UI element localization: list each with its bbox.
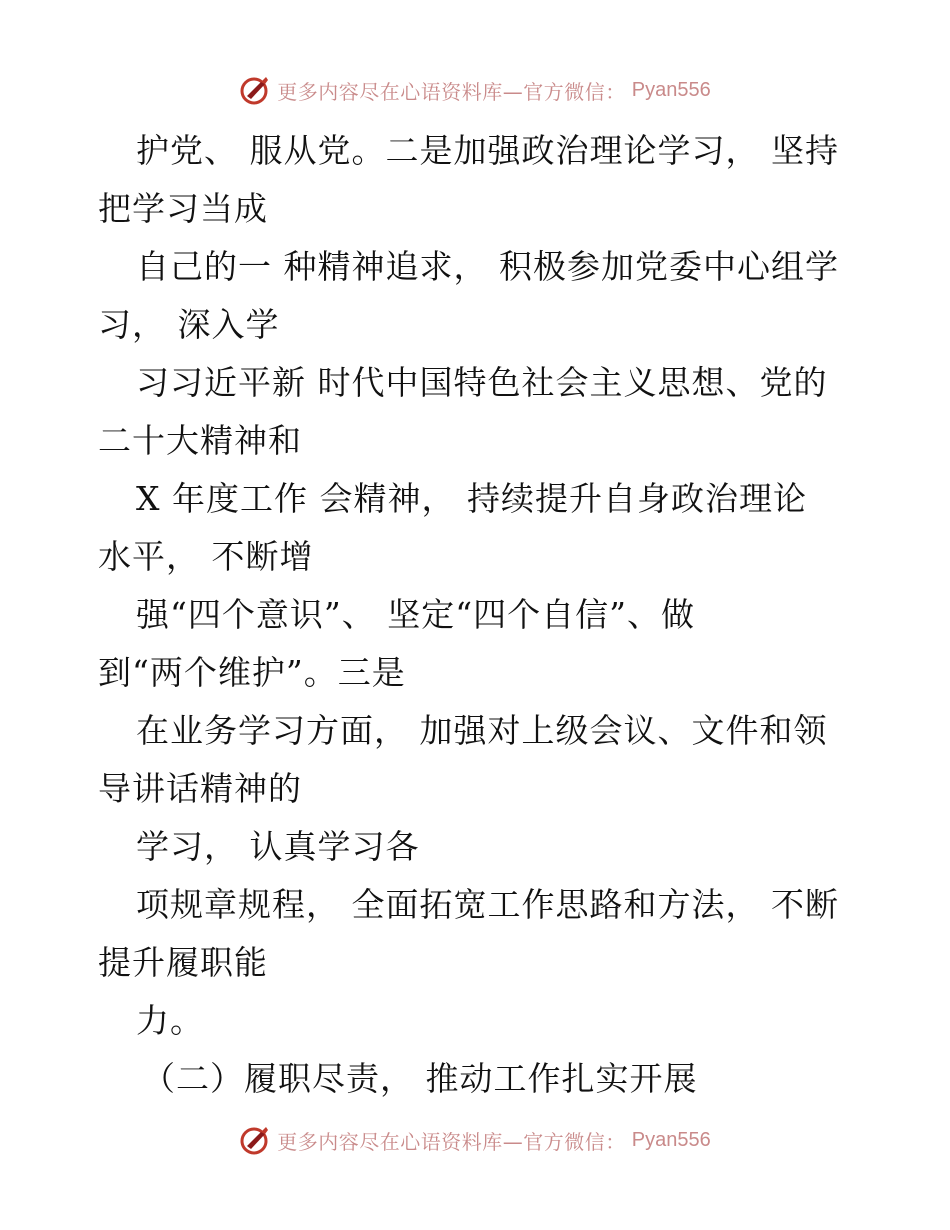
- watermark-header: [0, 74, 950, 106]
- paragraph-line: 在业务学习方面， 加强对上级会议、文件和领: [136, 711, 828, 750]
- watermark-wechat-id: Pyan556: [631, 1128, 711, 1151]
- paragraph-line: 习习近平新 时代中国特色社会主义思想、党的: [136, 363, 828, 402]
- paragraph-line: 强“四个意识”、 坚定“四个自信”、做: [136, 595, 695, 634]
- paragraph-line: 力。: [136, 1001, 204, 1040]
- paragraph-line: 提升履职能: [98, 943, 268, 982]
- section-heading: （二）履职尽责， 推动工作扎实开展: [142, 1059, 698, 1098]
- watermark-text: 更多内容尽在心语资料库—官方微信：: [277, 1129, 626, 1154]
- paragraph-line: 把学习当成: [98, 189, 268, 228]
- document-body: [98, 122, 858, 1050]
- pen-logo-icon: [239, 74, 271, 106]
- paragraph-line: 到“两个维护”。三是: [98, 653, 406, 692]
- watermark-wechat-id: Pyan556: [631, 78, 711, 101]
- paragraph-line: X 年度工作 会精神， 持续提升自身政治理论: [136, 479, 807, 518]
- paragraph-line: 自己的一 种精神追求， 积极参加党委中心组学: [136, 247, 839, 286]
- paragraph-line: 项规章规程， 全面拓宽工作思路和方法， 不断: [136, 885, 839, 924]
- paragraph-line: 二十大精神和: [98, 421, 302, 460]
- paragraph-line: 学习， 认真学习各: [136, 827, 420, 866]
- paragraph-line: 护党、 服从党。二是加强政治理论学习， 坚持: [136, 131, 839, 170]
- pen-logo-icon: [239, 1124, 271, 1156]
- watermark-text: 更多内容尽在心语资料库—官方微信：: [277, 79, 626, 104]
- watermark-footer: [0, 1124, 950, 1156]
- paragraph-line: 导讲话精神的: [98, 769, 302, 808]
- paragraph-line: 水平， 不断增: [98, 537, 314, 576]
- paragraph-line: 习， 深入学: [98, 305, 280, 344]
